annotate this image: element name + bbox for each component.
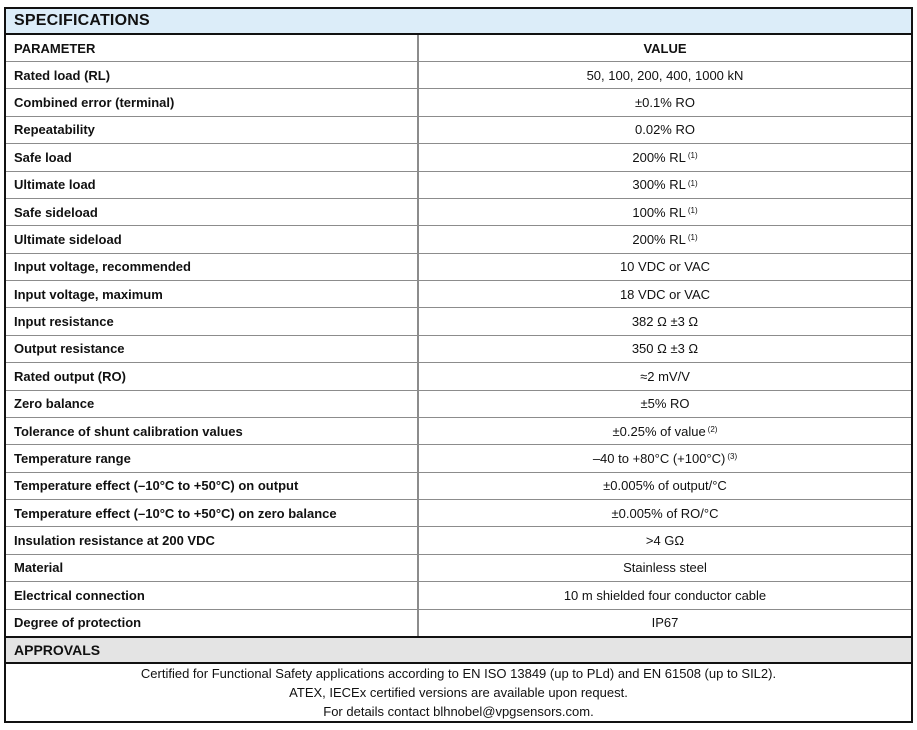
table-row [6,555,911,582]
value-text: 100% RL [632,204,686,220]
parameter-cell: Safe load [6,144,419,170]
value-cell [419,144,911,170]
footnote-marker: (1) [687,178,698,188]
footnote-marker: (1) [687,233,698,243]
table-row [6,527,911,554]
value-cell [419,117,911,143]
value-text: 300% RL [632,177,686,193]
table-row [6,418,911,445]
parameter-cell: Electrical connection [6,582,419,608]
value-text: ±0.005% of output/°C [603,478,727,494]
value-cell [419,610,911,636]
value-cell [419,199,911,225]
value-cell [419,582,911,608]
value-text: 10 m shielded four conductor cable [563,587,767,603]
table-row [6,254,911,281]
parameter-cell: Temperature effect (–10°C to +50°C) on output [6,473,419,499]
table-row [6,391,911,418]
value-cell [419,445,911,471]
parameter-cell: Output resistance [6,336,419,362]
value-cell [419,473,911,499]
approvals-line: ATEX, IECEx certified versions are available upon request. [289,684,628,700]
table-row [6,144,911,171]
value-text: 382 Ω ±3 Ω [631,314,699,330]
table-row [6,445,911,472]
approvals-section-header: APPROVALS [6,636,911,664]
value-text: 50, 100, 200, 400, 1000 kN [586,67,744,83]
value-cell [419,391,911,417]
value-text: ±0.1% RO [635,95,695,111]
table-row [6,172,911,199]
value-cell [419,226,911,252]
table-row [6,281,911,308]
table-row [6,363,911,390]
table-row [6,62,911,89]
parameter-cell: Insulation resistance at 200 VDC [6,527,419,553]
table-row [6,473,911,500]
value-cell [419,308,911,334]
table-title: SPECIFICATIONS [6,9,911,35]
parameter-cell: Input voltage, recommended [6,254,419,280]
value-cell [419,254,911,280]
value-cell [419,281,911,307]
table-row [6,199,911,226]
value-column-header: VALUE [643,40,687,56]
parameter-cell: Input resistance [6,308,419,334]
value-text: >4 GΩ [645,533,685,549]
value-cell [419,527,911,553]
value-text: 200% RL [632,149,686,165]
table-row [6,336,911,363]
parameter-cell: Combined error (terminal) [6,89,419,115]
value-cell [419,89,911,115]
value-text: ≈2 mV/V [640,368,690,384]
footnote-marker: (2) [707,425,718,435]
parameter-cell: Tolerance of shunt calibration values [6,418,419,444]
value-text: 350 Ω ±3 Ω [631,341,699,357]
value-text: Stainless steel [623,560,707,576]
parameter-cell: Material [6,555,419,581]
parameter-cell: Input voltage, maximum [6,281,419,307]
value-text: 0.02% RO [635,122,695,138]
value-text: 10 VDC or VAC [619,259,711,275]
table-row [6,500,911,527]
parameter-cell: Temperature range [6,445,419,471]
parameter-cell: Rated output (RO) [6,363,419,389]
table-row [6,582,911,609]
value-cell [419,555,911,581]
value-text: 18 VDC or VAC [619,286,711,302]
parameter-cell: Degree of protection [6,610,419,636]
footnote-marker: (1) [687,151,698,161]
parameter-cell: Repeatability [6,117,419,143]
parameter-cell: Ultimate sideload [6,226,419,252]
value-text: –40 to +80°C (+100°C) [592,450,726,466]
value-text: ±5% RO [640,396,690,412]
approvals-line: Certified for Functional Safety applications according to EN ISO 13849 (up to PLd) and EN 61508 (up to SIL2). [140,665,777,681]
column-header-row [6,35,911,62]
value-cell [419,62,911,88]
parameter-cell: Zero balance [6,391,419,417]
footnote-marker: (3) [727,452,738,462]
table-row [6,117,911,144]
value-cell [419,363,911,389]
approvals-line: For details contact blhnobel@vpgsensors.com. [323,703,594,719]
parameter-cell: Temperature effect (–10°C to +50°C) on zero balance [6,500,419,526]
parameter-cell: Rated load (RL) [6,62,419,88]
table-row [6,308,911,335]
table-row [6,226,911,253]
approvals-text [6,664,911,721]
value-cell [419,172,911,198]
spec-rows [6,62,911,636]
specifications-table [4,7,913,723]
parameter-column-header: PARAMETER [6,35,419,61]
value-cell [419,336,911,362]
parameter-cell: Safe sideload [6,199,419,225]
value-text: ±0.005% of RO/°C [611,505,719,521]
table-row [6,89,911,116]
footnote-marker: (1) [687,206,698,216]
value-text: 200% RL [632,231,686,247]
value-cell [419,500,911,526]
parameter-cell: Ultimate load [6,172,419,198]
value-text: ±0.25% of value [612,423,706,439]
value-text: IP67 [651,615,679,631]
table-row [6,610,911,636]
value-cell [419,418,911,444]
